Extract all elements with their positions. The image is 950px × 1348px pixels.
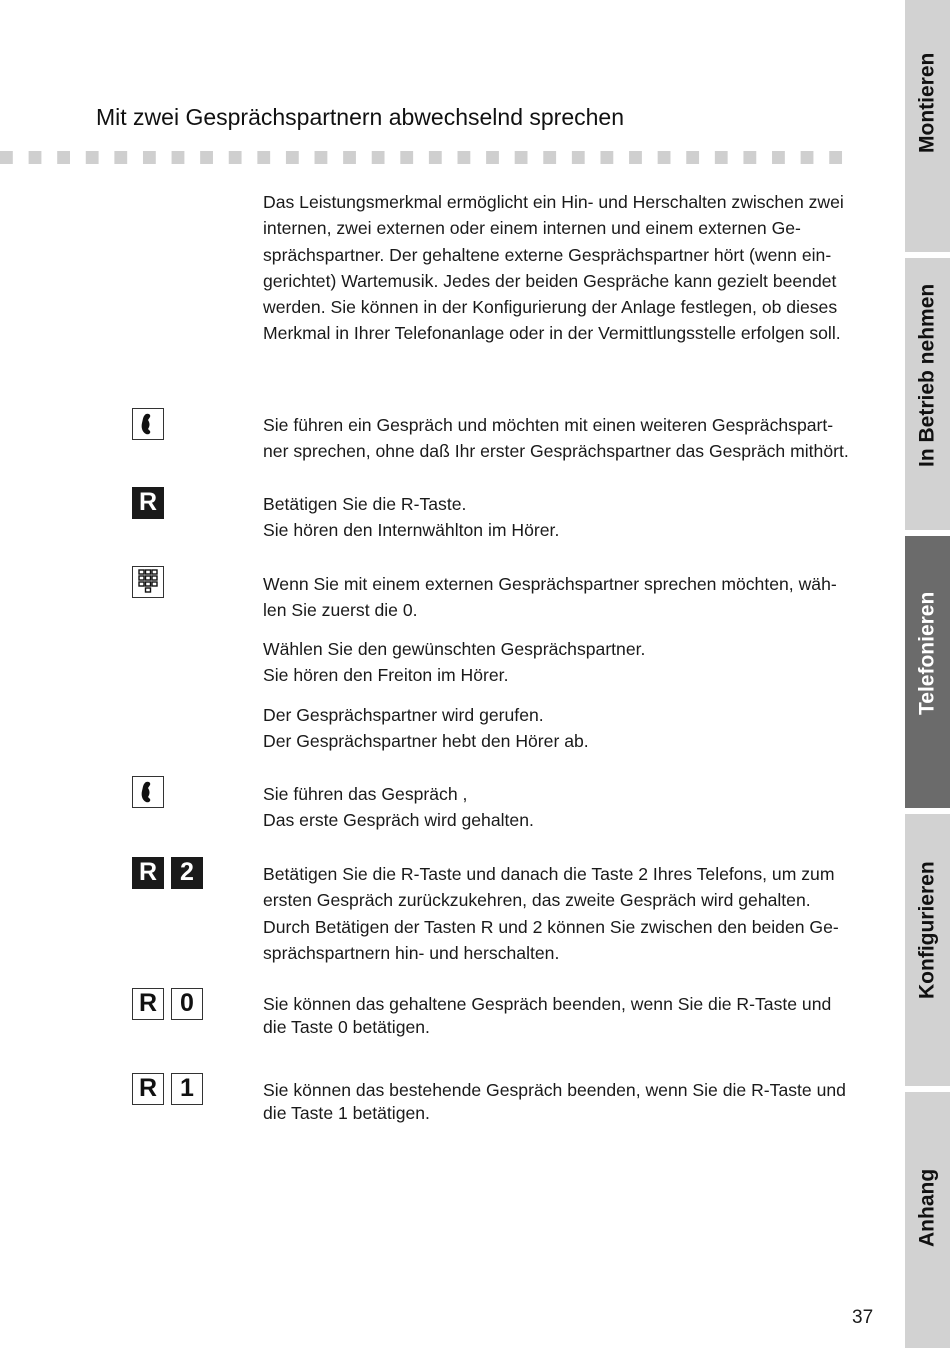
page-number: 37 (852, 1307, 874, 1328)
two-key-icon: 2 (171, 857, 203, 889)
step-3-text (263, 571, 875, 624)
intro-line: Merkmal in Ihrer Telefonanlage oder in der Vermittlungsstelle erfolgen soll. (263, 323, 841, 344)
tab-label: Montieren (915, 52, 939, 153)
step-6-text (263, 993, 875, 1039)
tab-anhang[interactable] (905, 1092, 950, 1348)
intro-line: Das Leistungsmerkmal ermöglicht ein Hin- und Herschalten zwischen zwei (263, 192, 844, 212)
r-key-icon: R (132, 988, 164, 1020)
intro-paragraph (263, 189, 875, 347)
intro-line: gerichtet) Wartemusik. Jedes der beiden Gespräche kann gezielt beendet (263, 270, 837, 291)
intro-line: sprächspartner. Der gehaltene externe Gesprächspartner hört (wenn ein- (263, 244, 832, 265)
intro-line: werden. Sie können in der Konfigurierung der Anlage festlegen, ob dieses (263, 297, 838, 318)
intro-line: internen, zwei externen oder einem internen und einem externen Ge- (263, 218, 801, 239)
step-1-text (263, 412, 875, 465)
tab-konfigurieren[interactable] (905, 814, 950, 1086)
step-line: Durch Betätigen der Tasten R und 2 können Sie zwischen den beiden Ge- (263, 916, 839, 937)
page-title: Mit zwei Gesprächspartnern abwechselnd sprechen (96, 104, 624, 130)
step-4-text (263, 781, 875, 834)
step-line: Sie hören den Internwählton im Hörer. (263, 520, 560, 541)
step-line: ersten Gespräch zurückzukehren, das zweite Gespräch wird gehalten. (263, 890, 811, 911)
step-line: Das erste Gespräch wird gehalten. (263, 810, 534, 831)
step-line: Betätigen Sie die R-Taste. (263, 494, 467, 514)
tab-label: Konfigurieren (915, 861, 939, 999)
r-key-icon: R (132, 1073, 164, 1105)
step-line: Sie führen ein Gespräch und möchten mit einen weiteren Gesprächspart- (263, 415, 834, 435)
step-line: Sie hören den Freiton im Hörer. (263, 665, 509, 686)
keypad-icon (132, 566, 164, 598)
r-key-icon: R (132, 857, 164, 889)
step-3-extra-2 (263, 702, 875, 755)
tab-montieren[interactable] (905, 0, 950, 252)
step-line: Betätigen Sie die R-Taste und danach die Taste 2 Ihres Telefons, um zum (263, 864, 835, 884)
step-line: Sie können das bestehende Gespräch beenden, wenn Sie die R-Taste und (263, 1080, 846, 1100)
step-7-text (263, 1079, 875, 1125)
tab-in-betrieb-nehmen[interactable] (905, 258, 950, 530)
step-line: Der Gesprächspartner hebt den Hörer ab. (263, 731, 589, 752)
step-line: sprächspartnern hin- und herschalten. (263, 942, 560, 963)
tab-label: Anhang (915, 1168, 939, 1247)
step-line: die Taste 1 betätigen. (263, 1103, 430, 1123)
zero-key-icon: 0 (171, 988, 203, 1020)
tab-label: Telefonieren (915, 591, 939, 715)
handset-icon (132, 776, 164, 808)
handset-icon (132, 408, 164, 440)
step-5-text (263, 861, 875, 966)
step-line: Wenn Sie mit einem externen Gesprächspartner sprechen möchten, wäh- (263, 574, 837, 594)
tab-telefonieren[interactable] (905, 536, 950, 808)
step-line: Der Gesprächspartner wird gerufen. (263, 705, 544, 725)
step-line: len Sie zuerst die 0. (263, 600, 418, 621)
step-line: Sie können das gehaltene Gespräch beenden, wenn Sie die R-Taste und (263, 994, 832, 1014)
step-line: die Taste 0 betätigen. (263, 1017, 430, 1037)
r-key-icon: R (132, 487, 164, 519)
tab-label: In Betrieb nehmen (915, 283, 939, 467)
step-line: Wählen Sie den gewünschten Gesprächspartner. (263, 639, 646, 659)
step-line: ner sprechen, ohne daß Ihr erster Gesprächspartner das Gespräch mithört. (263, 441, 849, 462)
step-line: Sie führen das Gespräch , (263, 784, 468, 804)
step-2-text (263, 491, 875, 544)
dotted-divider (0, 151, 850, 165)
one-key-icon: 1 (171, 1073, 203, 1105)
chapter-tabs (905, 0, 950, 1348)
step-3-extra-1 (263, 636, 875, 689)
